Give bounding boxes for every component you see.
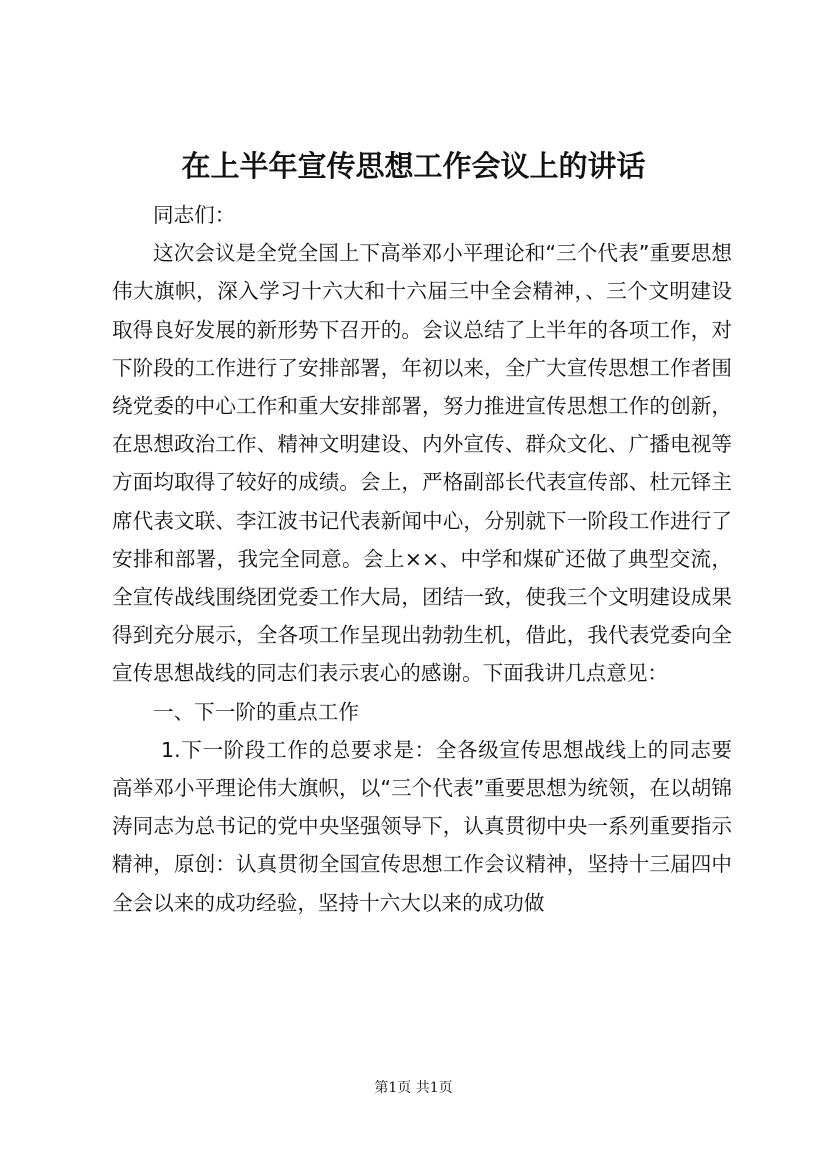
numbered-paragraph: 1.下一阶段工作的总要求是：全各级宣传思想战线上的同志要高举邓小平理论伟大旗帜，以“三个代表”重要思想为统领，在以胡锦涛同志为总书记的党中央坚强领导下，认真贯彻中央一系列重要指示精神，原创：认真贯彻全国宣传思想工作会议精神，坚持十三届四中全会以来的成功经验，坚持十六大以来的成功做: [112, 737, 732, 915]
body-paragraph: 这次会议是全党全国上下高举邓小平理论和“三个代表”重要思想伟大旗帜，深入学习十六大和十六届三中全会精神，、三个文明建设取得良好发展的新形势下召开的。会议总结了上半年的各项工作，对下阶段的工作进行了安排部署，年初以来，全广大宣传思想工作者围绕党委的中心工作和重大安排部署，努力推进宣传思想工作的创新，在思想政治工作、精神文明建设、内外宣传、群众文化、广播电视等方面均取得了较好的成绩。会上，严格副部长代表宣传部、杜元铎主席代表文联、李江波书记代表新闻中心，分别就下一阶段工作进行了安排和部署，我完全同意。会上××、中学和煤矿还做了典型交流，全宣传战线围绕团党委工作大局，团结一致，使我三个文明建设成果得到充分展示，全各项工作呈现出勃勃生机，借此，我代表党委向全宣传思想战线的同志们表示衷心的感谢。下面我讲几点意见：: [112, 241, 732, 686]
document-title: 在上半年宣传思想工作会议上的讲话: [181, 149, 646, 183]
section-heading: 一、下一阶的重点工作: [153, 699, 359, 724]
salutation: 同志们：: [153, 203, 236, 227]
document-body: [112, 196, 732, 922]
page-footer: 第1页 共1页: [374, 1080, 453, 1096]
